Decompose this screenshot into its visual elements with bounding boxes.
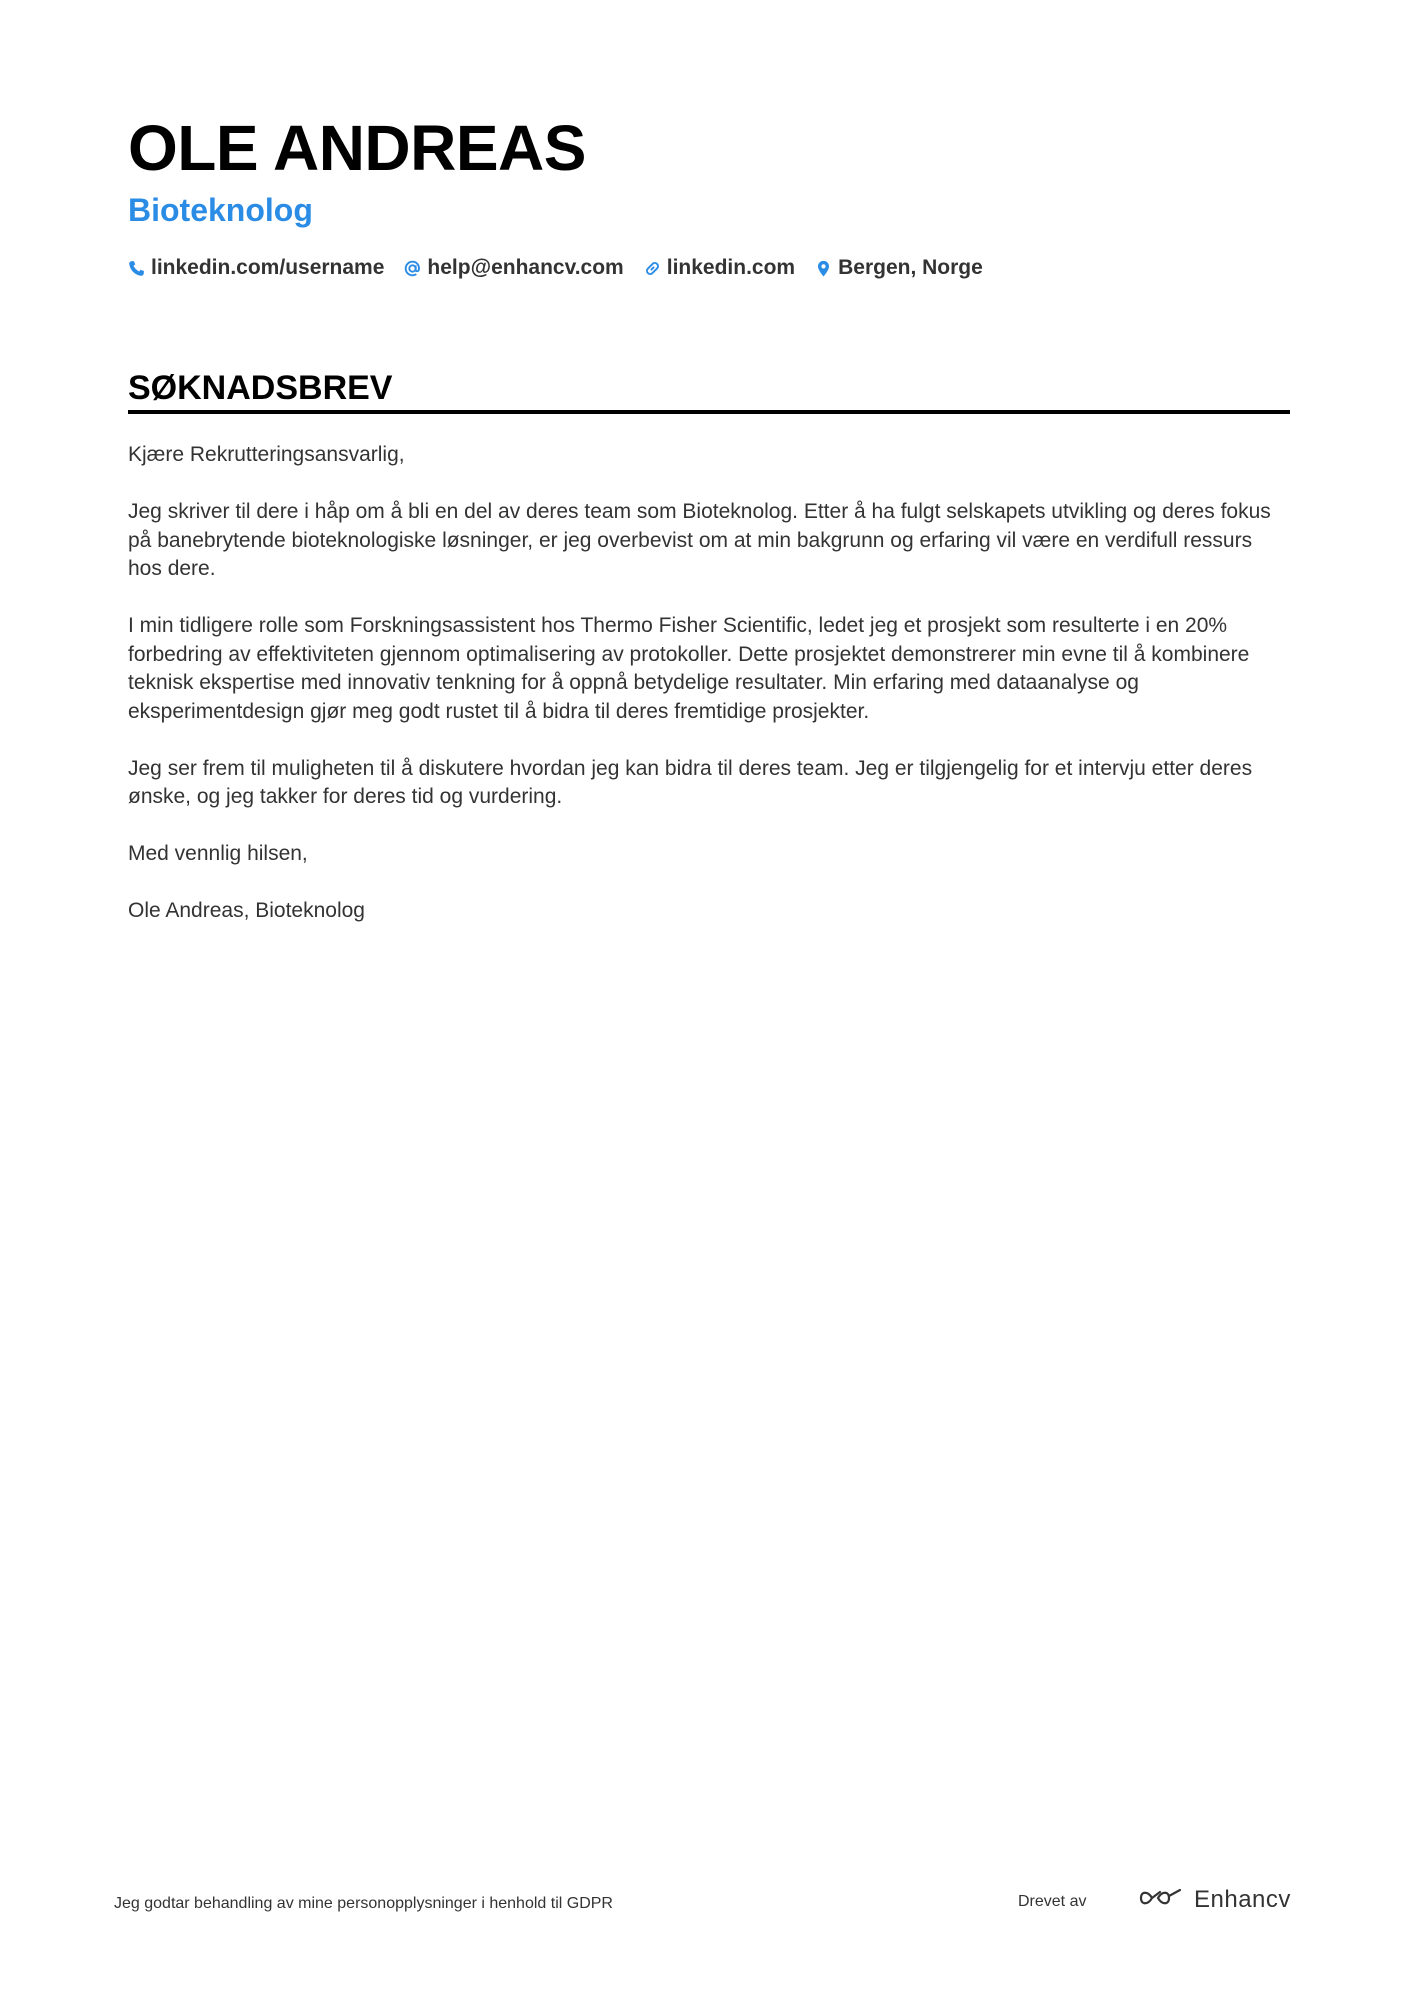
enhancv-logo-icon [1138,1886,1184,1915]
letter-body [128,441,1290,954]
contact-phone[interactable] [128,254,384,282]
section-divider [128,410,1290,414]
gdpr-consent: Jeg godtar behandling av mine personopplysninger i henhold til GDPR [114,1895,613,1912]
at-icon [404,260,421,277]
letter-closing: Med vennlig hilsen, [128,842,308,865]
contact-website-text: linkedin.com [666,256,796,279]
contact-location [815,254,983,282]
powered-by-label: Drevet av [1018,1893,1087,1910]
phone-icon [128,260,145,277]
contact-website[interactable] [644,254,795,282]
contact-bar [128,254,983,282]
link-icon [644,260,661,277]
candidate-name: OLE ANDREAS [128,112,586,184]
contact-email-text: help@enhancv.com [427,256,624,279]
contact-email[interactable] [404,254,623,282]
location-pin-icon [815,260,832,277]
section-title: SØKNADSBREV [128,369,393,407]
letter-paragraph-2: I min tidligere rolle som Forskningsassistent hos Thermo Fisher Scientific, ledet jeg et prosjekt som resulterte i en 20% forbedring av effektiviteten gjennom optimalisering av protokoller. Dette prosjektet demonstrerer min evne til å kombinere teknisk ekspertise med innovativ tenkning for å oppnå betydelige resultater. Min erfaring med dataanalyse og eksperimentdesign gjør meg godt rustet til å bidra til deres fremtidige prosjekter. [128,614,1250,723]
letter-signature: Ole Andreas, Bioteknolog [128,899,365,922]
job-title: Bioteknolog [128,192,313,228]
enhancv-brand[interactable] [1138,1885,1291,1915]
letter-greeting: Kjære Rekrutteringsansvarlig, [128,443,405,466]
letter-paragraph-3: Jeg ser frem til muligheten til å diskutere hvordan jeg kan bidra til deres team. Jeg er tilgjengelig for et intervju etter deres ønske, og jeg takker for deres tid og vurdering. [128,756,1253,808]
contact-location-text: Bergen, Norge [838,256,983,279]
letter-paragraph-1: Jeg skriver til dere i håp om å bli en del av deres team som Bioteknolog. Etter å ha fulgt selskapets utvikling og deres fokus på banebrytende bioteknologiske løsninger, er jeg overbevist om at min bakgrunn og erfaring vil være en verdifull ressurs hos dere. [128,500,1271,580]
contact-phone-text: linkedin.com/username [151,256,385,279]
brand-name: Enhancv [1194,1886,1291,1913]
